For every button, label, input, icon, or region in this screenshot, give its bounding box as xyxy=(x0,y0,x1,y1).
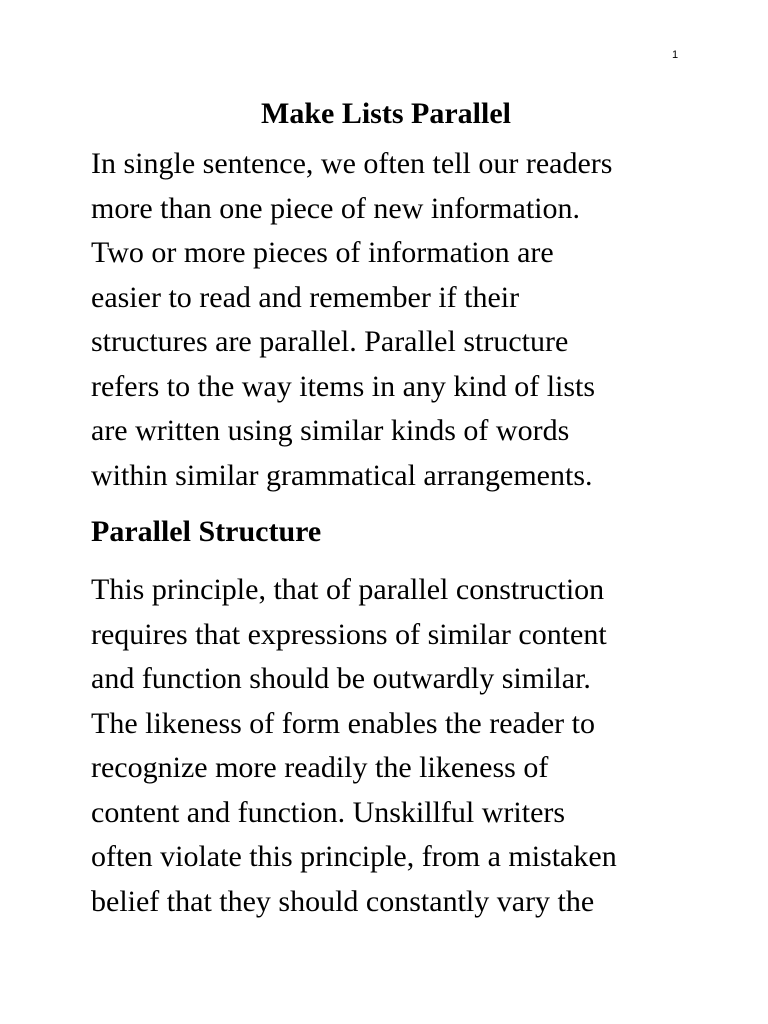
paragraph-line: within similar grammatical arrangements. xyxy=(91,458,593,492)
paragraph-line: and function should be outwardly similar. xyxy=(91,662,591,695)
section-paragraph xyxy=(91,568,681,924)
paragraph-line: refers to the way items in any kind of lists xyxy=(91,369,596,403)
paragraph-line: easier to read and remember if their xyxy=(91,280,520,314)
paragraph-line: structures are parallel. Parallel structure xyxy=(91,325,569,358)
page-title: Make Lists Parallel xyxy=(261,97,511,130)
paragraph-line: often violate this principle, from a mistaken xyxy=(91,840,617,873)
page-content xyxy=(91,92,681,924)
intro-paragraph xyxy=(91,142,681,498)
paragraph-line: recognize more readily the likeness of xyxy=(91,751,549,784)
paragraph-line: belief that they should constantly vary the xyxy=(91,884,595,918)
section-heading: Parallel Structure xyxy=(91,515,322,548)
paragraph-line: This principle, that of parallel construction xyxy=(91,573,605,606)
paragraph-line: requires that expressions of similar content xyxy=(91,617,607,651)
paragraph-line: are written using similar kinds of words xyxy=(91,414,570,447)
paragraph-line: more than one piece of new information. xyxy=(91,191,580,225)
paragraph-line: Two or more pieces of information are xyxy=(91,236,554,269)
page-number: 1 xyxy=(671,49,679,61)
paragraph-line: content and function. Unskillful writers xyxy=(91,795,566,829)
paragraph-line: The likeness of form enables the reader to xyxy=(91,706,595,740)
paragraph-line: In single sentence, we often tell our readers xyxy=(91,147,613,180)
